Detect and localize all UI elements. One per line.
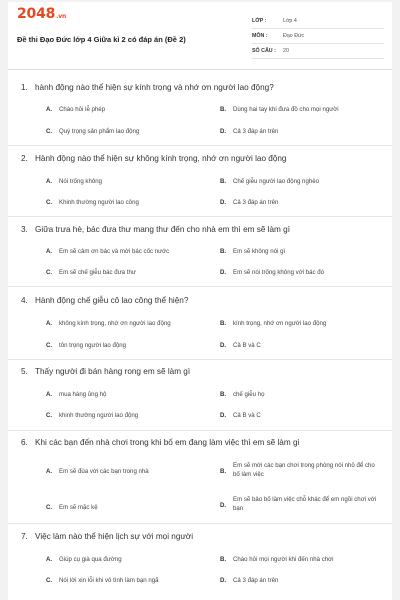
page-header [8, 2, 392, 60]
option-letter: B. [220, 391, 227, 398]
option-letter: B. [220, 468, 227, 475]
question-text: Hành động chế giễu cô lao công thể hiện? [35, 296, 189, 305]
option-text: Nói trống không [59, 178, 103, 185]
option-text: Em sẽ chế giễu bác đưa thư [59, 269, 136, 276]
option-letter: D. [220, 577, 227, 584]
option-letter: B. [220, 178, 227, 185]
option-text: Em sẽ mặc kệ [59, 504, 98, 511]
question-title [21, 81, 385, 95]
option-text: Cả 3 đáp án trên [233, 199, 279, 206]
option-text: Em sẽ bảo bố làm việc chỗ khác để em ngồi chơi với bạn [233, 496, 377, 512]
question-number: 4. [21, 296, 28, 305]
meta-key: MÔN : [252, 33, 268, 39]
option-letter: A. [46, 468, 53, 475]
question-title [21, 365, 385, 379]
exam-page [8, 2, 392, 600]
meta-key: SỐ CÂU : [252, 48, 276, 54]
option-letter: D. [220, 269, 227, 276]
meta-value: 20 [283, 48, 289, 54]
option-text: Khinh thường người lao công [59, 199, 139, 206]
option-text: mua hàng ủng hộ [59, 391, 107, 398]
option-letter: D. [220, 502, 227, 509]
option-letter: C. [46, 577, 53, 584]
meta-value: Lớp 4 [283, 18, 297, 24]
option-text: không kính trọng, nhớ ơn người lao động [59, 320, 171, 327]
meta-value: Đạo Đức [283, 33, 305, 39]
question-text: Hành động nào thể hiện sự không kính trọng, nhớ ơn người lao động [35, 154, 287, 163]
option-text: Cả B và C [233, 342, 261, 349]
header-divider [8, 69, 392, 70]
option-letter: B. [220, 106, 227, 113]
question-number: 3. [21, 225, 28, 234]
question-3 [21, 223, 385, 276]
option-letter: D. [220, 199, 227, 206]
option-letter: C. [46, 128, 53, 135]
option-text: Chào hỏi lễ phép [59, 106, 106, 113]
meta-row-subject [252, 29, 384, 44]
question-divider [8, 359, 392, 360]
question-title [21, 530, 385, 544]
option-letter: C. [46, 412, 53, 419]
option-text: khinh thường người lao động [59, 412, 139, 419]
option-text: Quý trọng sản phẩm lao động [59, 128, 140, 135]
question-title [21, 294, 385, 308]
option-text: kính trọng, nhớ ơn người lao động [233, 320, 327, 327]
option-letter: C. [46, 199, 53, 206]
page-title: Đề thi Đạo Đức lớp 4 Giữa kì 2 có đáp án (Đề 2) [17, 35, 186, 44]
site-logo[interactable] [17, 6, 66, 22]
option-text: Dùng hai tay khi đưa đồ cho mọi người [233, 106, 339, 113]
question-number: 2. [21, 154, 28, 163]
question-number: 7. [21, 532, 28, 541]
option-text: Em sẽ không nói gì [233, 248, 286, 255]
question-divider [8, 286, 392, 287]
option-text: Cả B và C [233, 412, 261, 419]
question-text: Việc làm nào thể hiện lịch sự với mọi người [35, 532, 194, 541]
option-letter: C. [46, 342, 53, 349]
option-text: Em sẽ nói trống không với bác đó [233, 269, 325, 276]
option-text: tôn trọng người lao động [59, 342, 127, 349]
meta-key: LỚP : [252, 18, 267, 24]
question-4 [21, 294, 385, 349]
option-letter: A. [46, 556, 53, 563]
question-title [21, 436, 385, 450]
logo-tld: .vn [56, 13, 67, 20]
question-text: Giữa trưa hè, bác đưa thư mang thư đến cho nhà em thì em sẽ làm gì [35, 225, 290, 234]
question-number: 1. [21, 83, 28, 92]
option-text: Em sẽ đùa với các bạn trong nhà [59, 468, 149, 475]
option-letter: C. [46, 504, 53, 511]
option-text: Giúp cụ già qua đường [59, 556, 122, 563]
option-text: chế giễu họ [233, 391, 265, 398]
question-title [21, 152, 385, 166]
option-letter: C. [46, 269, 53, 276]
question-text: Khi các bạn đến nhà chơi trong khi bố em đang làm việc thì em sẽ làm gì [35, 438, 300, 447]
option-text: Chế giễu người lao động nghèo [233, 178, 320, 185]
question-text: Thấy người đi bán hàng rong em sẽ làm gì [35, 367, 191, 376]
option-text: Em sẽ cảm ơn bác và mời bác cốc nước [59, 248, 170, 255]
option-letter: D. [220, 128, 227, 135]
option-text: Chào hỏi mọi người khi đến nhà chơi [233, 556, 334, 563]
question-title [21, 223, 385, 237]
option-letter: B. [220, 556, 227, 563]
question-2 [21, 152, 385, 206]
option-text: Em sẽ mời các bạn chơi trong phòng nói nhỏ để cho bố làm việc [233, 462, 375, 478]
option-letter: D. [220, 342, 227, 349]
question-divider [8, 145, 392, 146]
question-divider [8, 523, 392, 524]
meta-row-class [252, 14, 384, 29]
question-7 [21, 530, 385, 584]
option-letter: D. [220, 412, 227, 419]
meta-row-count [252, 44, 384, 59]
question-1 [21, 81, 385, 135]
question-divider [8, 216, 392, 217]
question-divider [8, 430, 392, 431]
option-text: Cả 3 đáp án trên [233, 128, 279, 135]
option-letter: B. [220, 248, 227, 255]
question-text: hành động nào thể hiện sự kính trọng và nhớ ơn người lao động? [35, 83, 274, 92]
option-text: Nói lời xin lỗi khi vô tình làm bạn ngã [59, 577, 159, 584]
option-letter: B. [220, 320, 227, 327]
question-6 [21, 436, 385, 512]
option-text: Cả 3 đáp án trên [233, 577, 279, 584]
question-number: 5. [21, 367, 28, 376]
option-letter: A. [46, 106, 53, 113]
question-5 [21, 365, 385, 419]
option-letter: A. [46, 320, 53, 327]
exam-meta-table [252, 14, 384, 59]
logo-text: 2048 [17, 6, 56, 22]
option-letter: A. [46, 178, 53, 185]
option-letter: A. [46, 391, 53, 398]
option-letter: A. [46, 248, 53, 255]
question-number: 6. [21, 438, 28, 447]
